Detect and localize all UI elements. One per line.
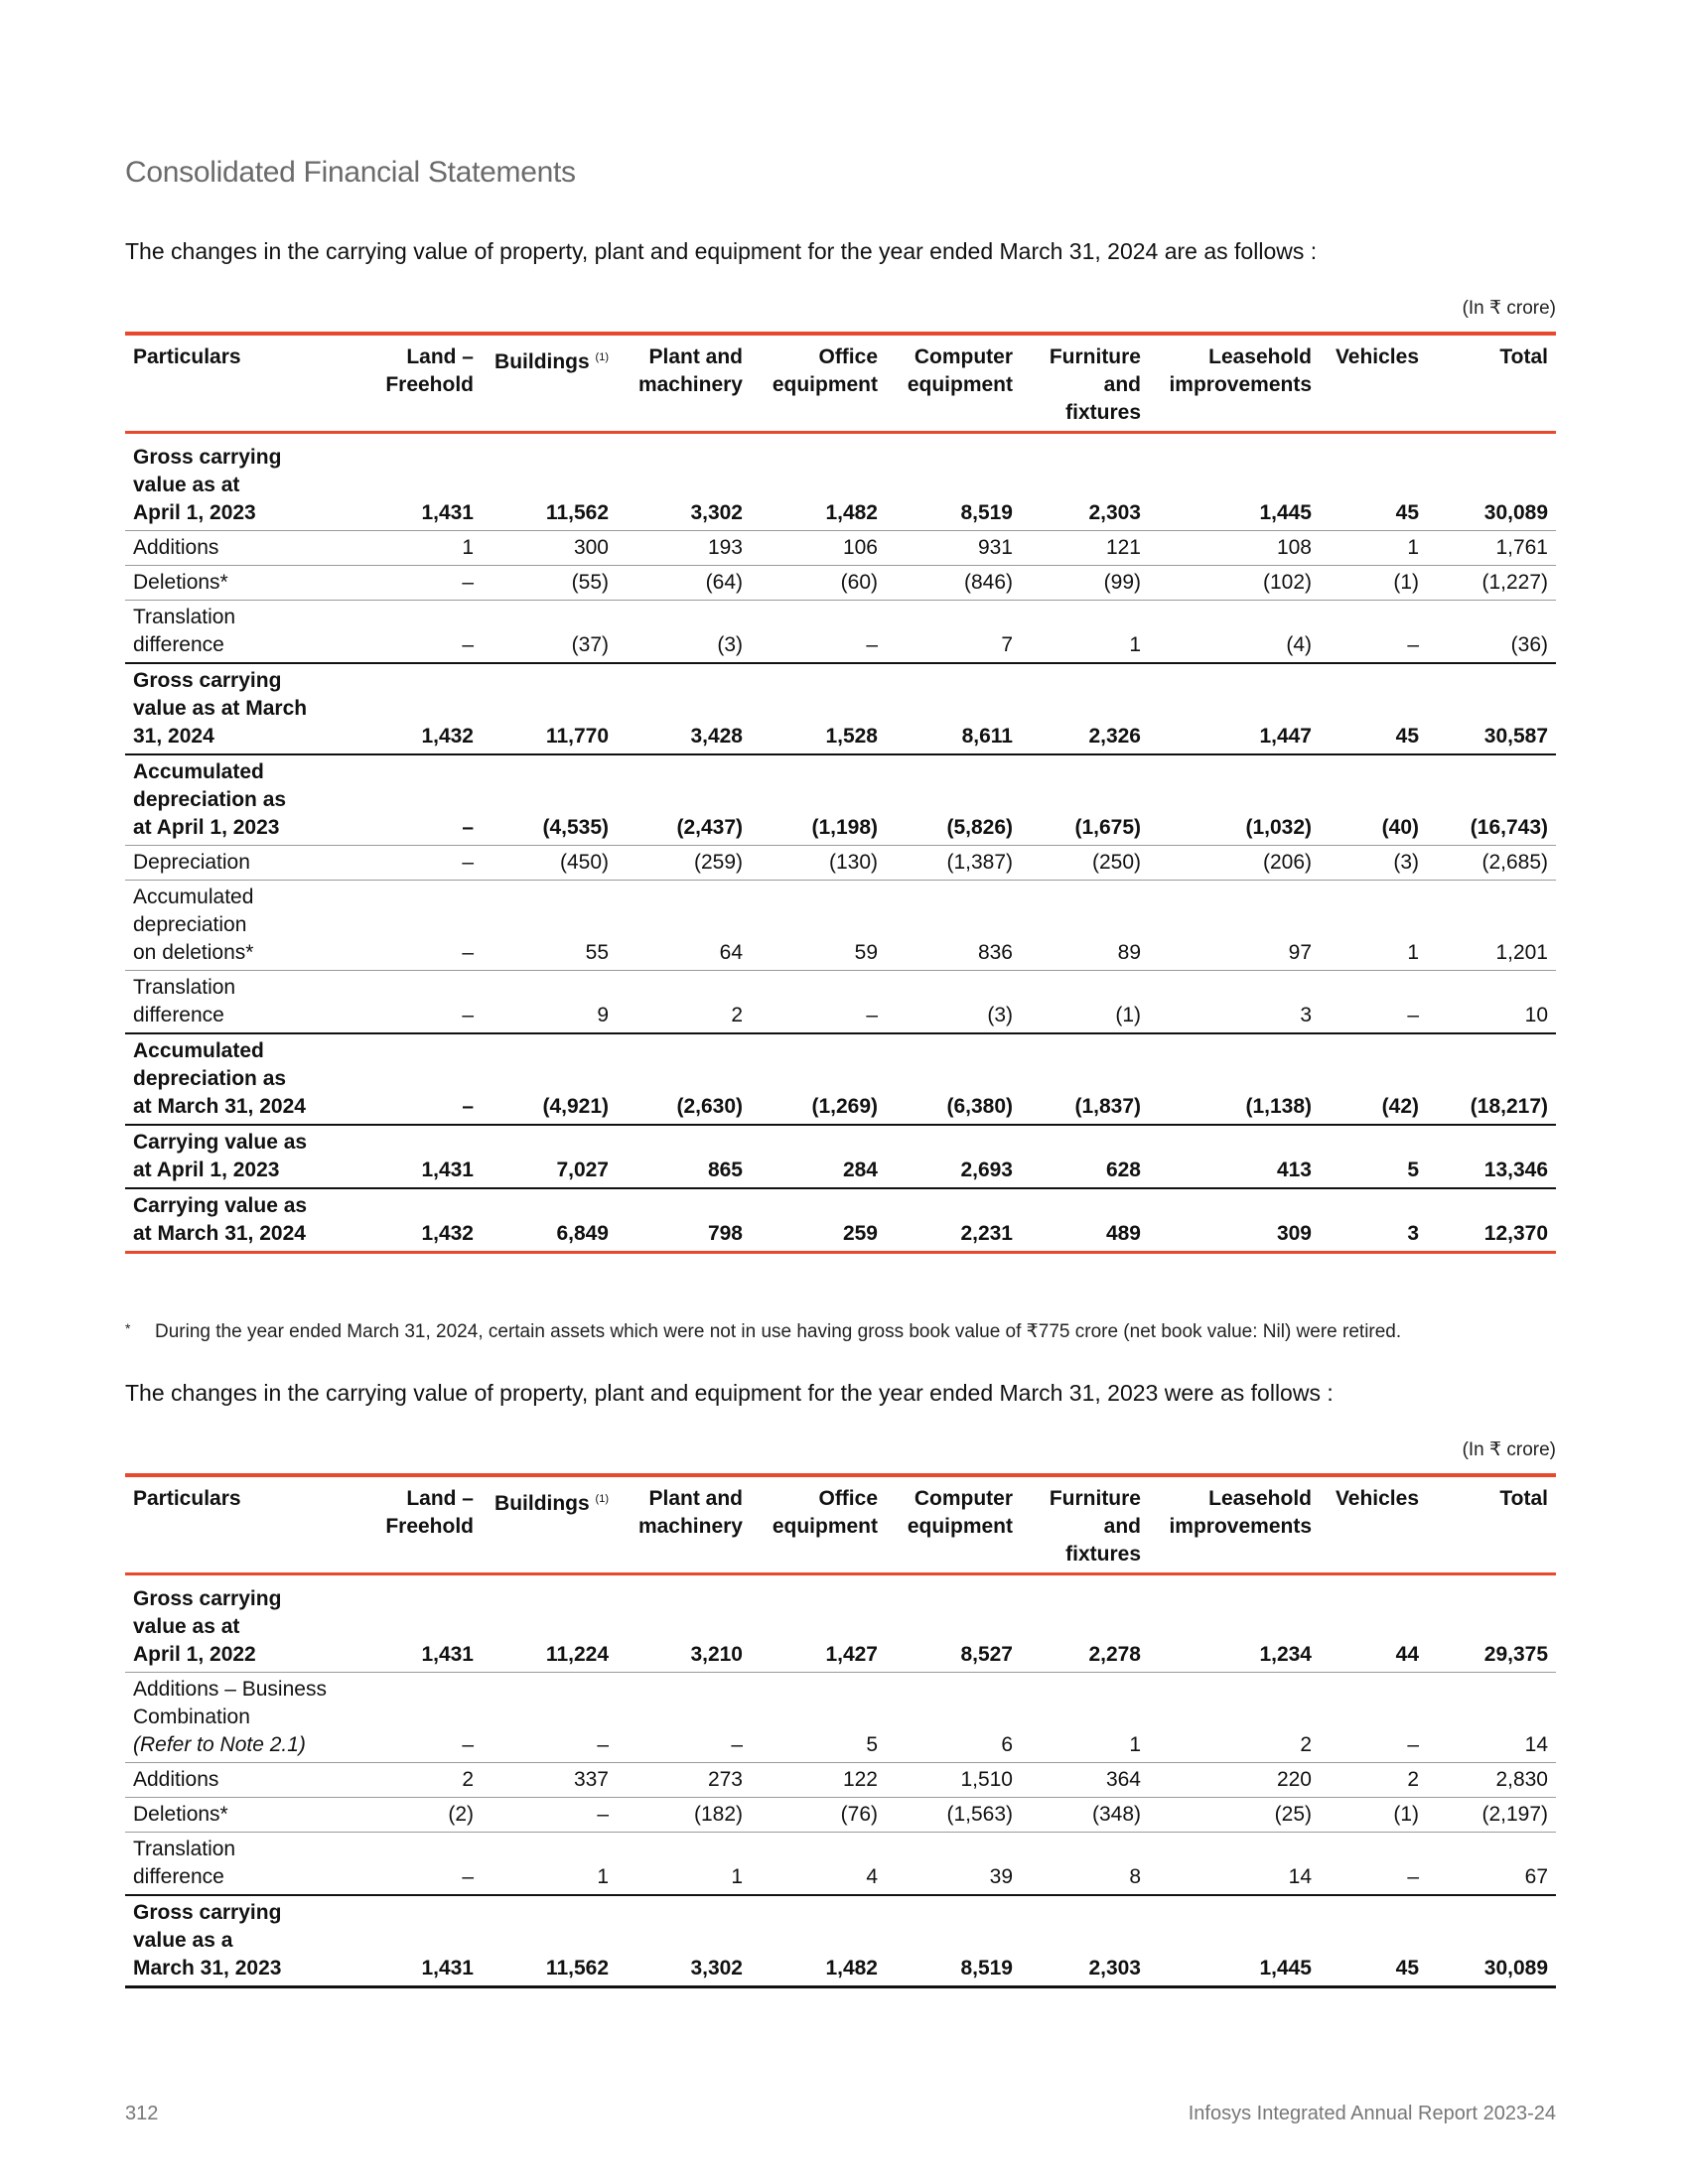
table-cell: 6,849 (556, 1222, 609, 1245)
row-label (125, 1673, 346, 1763)
table-cell: 2,303 (1088, 501, 1141, 524)
table-row (125, 754, 1556, 846)
table-cell: – (462, 851, 474, 874)
table-cell: 5 (1407, 1159, 1419, 1181)
table-row (125, 881, 1556, 971)
table-cell: 1,431 (421, 1643, 474, 1666)
table-row (125, 531, 1556, 566)
table-cell: 1,761 (1495, 536, 1548, 559)
table-cell: – (1407, 633, 1419, 656)
table-cell: 1,432 (421, 1222, 474, 1245)
table-cell: 8 (1129, 1865, 1141, 1888)
table-cell: 39 (989, 1865, 1013, 1888)
row-label (125, 601, 346, 664)
row-label-line: at April 1, 2023 (133, 1159, 280, 1181)
table-cell: (1,269) (811, 1095, 878, 1118)
row-label-line: March 31, 2023 (133, 1957, 282, 1979)
table-cell: (846) (963, 571, 1013, 594)
table-cell: 1,510 (960, 1768, 1013, 1791)
table-row (125, 566, 1556, 601)
table-cell: 2 (1300, 1733, 1312, 1756)
row-label (125, 754, 346, 846)
col-header-plant: Plant and machinery (637, 1487, 743, 1538)
table-cell: 798 (707, 1222, 743, 1245)
table-cell: 11,770 (545, 725, 609, 748)
table-cell: 1 (462, 536, 474, 559)
col-header-plant: Plant and machinery (637, 345, 743, 396)
row-label-line: at March 31, 2024 (133, 1095, 306, 1118)
table-cell: 30,587 (1483, 725, 1548, 748)
table-cell: 865 (707, 1159, 743, 1181)
table-cell: (1,227) (1481, 571, 1548, 594)
table-cell: 1,482 (825, 1957, 878, 1979)
col-header-buildings: Buildings $^{(1)}$ (494, 350, 609, 373)
row-label-line: Deletions* (133, 571, 228, 594)
table-cell: 12,370 (1483, 1222, 1548, 1245)
table-cell: 628 (1105, 1159, 1141, 1181)
table-cell: 29,375 (1483, 1643, 1548, 1666)
table-cell: (1,675) (1074, 816, 1141, 839)
table-cell: (36) (1510, 633, 1548, 656)
row-label-line: Additions (133, 1768, 219, 1791)
row-label-line: 31, 2024 (133, 725, 214, 748)
table-cell: (40) (1381, 816, 1419, 839)
row-label-line: at April 1, 2023 (133, 816, 280, 839)
col-header-office: Office equipment (772, 345, 878, 396)
table-cell: (4,921) (542, 1095, 609, 1118)
table-cell: 193 (707, 536, 743, 559)
table-cell: (182) (693, 1803, 743, 1826)
table-cell: 300 (573, 536, 609, 559)
table-row (125, 971, 1556, 1034)
row-label-line: Carrying value as (133, 1194, 308, 1217)
row-label-line: value as at (133, 474, 240, 496)
table-cell: 1 (1407, 941, 1419, 964)
table-row (125, 1673, 1556, 1763)
table-cell: 1,431 (421, 1159, 474, 1181)
footnote (125, 1320, 1401, 1343)
row-label-line: Gross carrying (133, 1901, 282, 1924)
table-cell: 931 (977, 536, 1013, 559)
table-cell: (2,197) (1481, 1803, 1548, 1826)
table-cell: 337 (573, 1768, 609, 1791)
table-cell: (18,217) (1470, 1095, 1548, 1118)
table-cell: (76) (840, 1803, 878, 1826)
table-cell: 1 (1407, 536, 1419, 559)
table-cell: – (731, 1733, 743, 1756)
row-label-line: Translation (133, 1838, 236, 1860)
row-label-line: difference (133, 1865, 224, 1888)
unit-label-2023: (In ₹ crore) (1462, 1439, 1556, 1460)
table-cell: – (462, 1865, 474, 1888)
table-cell: (1,837) (1074, 1095, 1141, 1118)
row-label-line: difference (133, 633, 224, 656)
table-cell: 8,527 (960, 1643, 1013, 1666)
row-label-line: value as at March (133, 697, 308, 720)
table-row (125, 1798, 1556, 1833)
col-header-total: Total (1499, 1487, 1548, 1510)
table-cell: (55) (571, 571, 609, 594)
table-cell: 2,278 (1088, 1643, 1141, 1666)
table-cell: (2,630) (676, 1095, 743, 1118)
table-cell: – (462, 1095, 474, 1118)
table-cell: (1,198) (811, 816, 878, 839)
row-label-line: Combination (133, 1706, 250, 1728)
table-cell: (25) (1274, 1803, 1312, 1826)
row-label (125, 1033, 346, 1125)
table-cell: 3,302 (690, 501, 743, 524)
table-row (125, 433, 1556, 531)
table-header-row (125, 334, 1556, 433)
table-cell: 30,089 (1483, 501, 1548, 524)
table-cell: 2,830 (1495, 1768, 1548, 1791)
table-cell: (450) (559, 851, 609, 874)
table-row (125, 1763, 1556, 1798)
table-cell: (37) (571, 633, 609, 656)
row-label-line: value as a (133, 1929, 233, 1952)
row-label-line: Depreciation (133, 851, 250, 874)
table-cell: (259) (693, 851, 743, 874)
table-cell: 2,693 (960, 1159, 1013, 1181)
table-cell: 45 (1395, 1957, 1419, 1979)
table-row (125, 1188, 1556, 1253)
table-cell: 8,611 (961, 725, 1013, 748)
row-label (125, 566, 346, 601)
row-label-line: depreciation as (133, 788, 287, 811)
col-header-total: Total (1499, 345, 1548, 368)
page-title: Consolidated Financial Statements (125, 156, 576, 189)
table-cell: 9 (597, 1004, 609, 1026)
row-label-line: Accumulated (133, 760, 264, 783)
table-cell: 1,432 (421, 725, 474, 748)
table-cell: (4) (1286, 633, 1312, 656)
col-header-furniture: Furniture and fixtures (1049, 1487, 1141, 1566)
row-label-line: Gross carrying (133, 1587, 282, 1610)
table-cell: 2 (1407, 1768, 1419, 1791)
row-label-line: April 1, 2023 (133, 501, 256, 524)
table-cell: 45 (1395, 501, 1419, 524)
buildings-note-mark: (1) (595, 1493, 609, 1505)
table-cell: 284 (842, 1159, 878, 1181)
table-cell: 11,562 (545, 501, 609, 524)
table-cell: (250) (1091, 851, 1141, 874)
table-cell: 67 (1524, 1865, 1548, 1888)
footnote-mark: * (125, 1320, 131, 1336)
col-header-vehicles: Vehicles (1335, 1487, 1419, 1510)
intro-2024: The changes in the carrying value of property, plant and equipment for the year ended March 31, 2024 are as follows : (125, 238, 1318, 264)
table-cell: (1) (1393, 571, 1419, 594)
table-cell: (206) (1262, 851, 1312, 874)
table-cell: 1,482 (825, 501, 878, 524)
table-cell: (1) (1393, 1803, 1419, 1826)
row-label-line: (Refer to Note 2.1) (133, 1733, 306, 1756)
col-header-office: Office equipment (772, 1487, 878, 1538)
table-cell: – (462, 816, 474, 839)
table-cell: 413 (1276, 1159, 1312, 1181)
table-cell: 30,089 (1483, 1957, 1548, 1979)
row-label (125, 663, 346, 754)
table-cell: (102) (1262, 571, 1312, 594)
table-cell: 44 (1395, 1643, 1419, 1666)
table-cell: 11,224 (545, 1643, 609, 1666)
table-cell: 309 (1276, 1222, 1312, 1245)
row-label (125, 531, 346, 566)
page (125, 0, 1556, 2184)
col-header-particulars: Particulars (133, 345, 241, 368)
col-header-computer: Computer equipment (907, 345, 1013, 396)
table-row (125, 1125, 1556, 1188)
table-cell: 5 (866, 1733, 878, 1756)
col-header-leasehold: Leasehold improvements (1169, 345, 1312, 396)
col-header-land: Land – Freehold (385, 1487, 474, 1538)
table-cell: (3) (1393, 851, 1419, 874)
table-cell: 14 (1524, 1733, 1548, 1756)
report-name: Infosys Integrated Annual Report 2023-24 (1188, 2103, 1556, 2124)
table-cell: (2,437) (676, 816, 743, 839)
row-label-line: Accumulated (133, 1039, 264, 1062)
table-cell: 64 (719, 941, 743, 964)
row-label (125, 1188, 346, 1253)
table-cell: – (462, 633, 474, 656)
row-label-line: at March 31, 2024 (133, 1222, 306, 1245)
table-cell: (1,032) (1245, 816, 1312, 839)
table-cell: – (1407, 1004, 1419, 1026)
table-cell: (60) (840, 571, 878, 594)
row-label-line: Additions (133, 536, 219, 559)
table-cell: 122 (842, 1768, 878, 1791)
table-cell: 220 (1276, 1768, 1312, 1791)
row-label-line: Gross carrying (133, 669, 282, 692)
page-number: 312 (125, 2103, 159, 2124)
row-label-line: value as at (133, 1615, 240, 1638)
table-cell: (42) (1381, 1095, 1419, 1118)
table-cell: 45 (1395, 725, 1419, 748)
row-label (125, 971, 346, 1034)
table-row (125, 663, 1556, 754)
table-cell: 97 (1288, 941, 1312, 964)
table-cell: (130) (828, 851, 878, 874)
table-row (125, 1895, 1556, 1987)
table-cell: 259 (842, 1222, 878, 1245)
table-cell: 121 (1105, 536, 1141, 559)
table-cell: 1,445 (1259, 501, 1312, 524)
row-label (125, 881, 346, 971)
table-cell: – (462, 941, 474, 964)
intro-2023: The changes in the carrying value of property, plant and equipment for the year ended March 31, 2023 were as follows : (125, 1380, 1334, 1406)
row-label (125, 1574, 346, 1673)
table-cell: 3 (1407, 1222, 1419, 1245)
row-label (125, 1833, 346, 1896)
buildings-note-mark: (1) (595, 351, 609, 363)
col-header-leasehold: Leasehold improvements (1169, 1487, 1312, 1538)
table-cell: 1,528 (825, 725, 878, 748)
table-cell: – (462, 1004, 474, 1026)
table-cell: (1,387) (946, 851, 1013, 874)
table-cell: 273 (707, 1768, 743, 1791)
table-cell: 6 (1001, 1733, 1013, 1756)
row-label (125, 433, 346, 531)
table-cell: – (866, 1004, 878, 1026)
table-row (125, 1033, 1556, 1125)
table-cell: (2,685) (1481, 851, 1548, 874)
row-label-line: depreciation as (133, 1067, 287, 1090)
table-cell: 7 (1001, 633, 1013, 656)
ppe-table-2024 (125, 332, 1556, 1254)
table-cell: (2) (448, 1803, 474, 1826)
col-header-furniture: Furniture and fixtures (1049, 345, 1141, 424)
row-label-line: difference (133, 1004, 224, 1026)
col-header-vehicles: Vehicles (1335, 345, 1419, 368)
table-cell: 11,562 (545, 1957, 609, 1979)
table-cell: 3 (1300, 1004, 1312, 1026)
row-label-line: Accumulated (133, 886, 254, 908)
unit-label-2024: (In ₹ crore) (1462, 298, 1556, 319)
table-cell: (64) (705, 571, 743, 594)
table-cell: (4,535) (542, 816, 609, 839)
row-label-line: Deletions* (133, 1803, 228, 1826)
row-label (125, 1798, 346, 1833)
footnote-text: During the year ended March 31, 2024, certain assets which were not in use having gross book value of ₹775 crore (net book value: Nil) were retired. (155, 1321, 1402, 1342)
table-cell: 1,447 (1259, 725, 1312, 748)
table-cell: – (597, 1803, 609, 1826)
table-cell: 1 (597, 1865, 609, 1888)
col-header-buildings: Buildings $^{(1)}$ (494, 1492, 609, 1515)
row-label-line: Carrying value as (133, 1131, 308, 1154)
table-cell: – (866, 633, 878, 656)
table-cell: 1 (731, 1865, 743, 1888)
table-cell: 1,431 (421, 501, 474, 524)
row-label-line: April 1, 2022 (133, 1643, 256, 1666)
table-cell: – (1407, 1865, 1419, 1888)
table-cell: 55 (585, 941, 609, 964)
ppe-table-2023 (125, 1473, 1556, 1988)
table-cell: (3) (717, 633, 743, 656)
row-label-line: Additions – Business (133, 1678, 327, 1701)
table-cell: 3,428 (690, 725, 743, 748)
row-label-line: Translation (133, 606, 236, 628)
table-cell: 3,302 (690, 1957, 743, 1979)
table-cell: (6,380) (946, 1095, 1013, 1118)
row-label (125, 1125, 346, 1188)
table-cell: 1 (1129, 1733, 1141, 1756)
table-cell: – (597, 1733, 609, 1756)
row-label (125, 1763, 346, 1798)
table-row (125, 1833, 1556, 1896)
table-cell: 836 (977, 941, 1013, 964)
table-cell: 4 (866, 1865, 878, 1888)
row-label-line: depreciation (133, 913, 247, 936)
row-label (125, 1895, 346, 1987)
table-cell: 1,234 (1259, 1643, 1312, 1666)
table-cell: (348) (1091, 1803, 1141, 1826)
table-cell: (1) (1115, 1004, 1141, 1026)
row-label (125, 846, 346, 881)
table-cell: 108 (1276, 536, 1312, 559)
table-header-row (125, 1475, 1556, 1574)
table-cell: 1,201 (1495, 941, 1548, 964)
table-cell: 14 (1288, 1865, 1312, 1888)
table-cell: (1,138) (1245, 1095, 1312, 1118)
col-header-land: Land – Freehold (385, 345, 474, 396)
row-label-line: Gross carrying (133, 446, 282, 469)
table-cell: 106 (842, 536, 878, 559)
table-cell: 1,427 (825, 1643, 878, 1666)
table-cell: – (462, 1733, 474, 1756)
table-cell: 3,210 (690, 1643, 743, 1666)
table-cell: – (1407, 1733, 1419, 1756)
table-cell: 2,231 (960, 1222, 1013, 1245)
table-cell: (5,826) (946, 816, 1013, 839)
table-cell: (1,563) (946, 1803, 1013, 1826)
table-cell: 2,303 (1088, 1957, 1141, 1979)
table-cell: 10 (1524, 1004, 1548, 1026)
table-cell: 2 (462, 1768, 474, 1791)
table-cell: 8,519 (960, 1957, 1013, 1979)
col-header-particulars: Particulars (133, 1487, 241, 1510)
table-cell: (3) (987, 1004, 1013, 1026)
table-cell: 2 (731, 1004, 743, 1026)
table-cell: 89 (1117, 941, 1141, 964)
table-cell: 489 (1105, 1222, 1141, 1245)
table-cell: 1 (1129, 633, 1141, 656)
col-header-computer: Computer equipment (907, 1487, 1013, 1538)
table-cell: 8,519 (960, 501, 1013, 524)
table-cell: 13,346 (1483, 1159, 1548, 1181)
table-cell: 1,445 (1259, 1957, 1312, 1979)
table-cell: 7,027 (556, 1159, 609, 1181)
table-cell: 2,326 (1088, 725, 1141, 748)
table-cell: 1,431 (421, 1957, 474, 1979)
row-label-line: Translation (133, 976, 236, 999)
table-row (125, 846, 1556, 881)
table-cell: (16,743) (1470, 816, 1548, 839)
row-label-line: on deletions* (133, 941, 254, 964)
table-cell: 364 (1105, 1768, 1141, 1791)
table-cell: 59 (854, 941, 878, 964)
table-cell: – (462, 571, 474, 594)
table-row (125, 601, 1556, 664)
table-cell: (99) (1103, 571, 1141, 594)
table-row (125, 1574, 1556, 1673)
